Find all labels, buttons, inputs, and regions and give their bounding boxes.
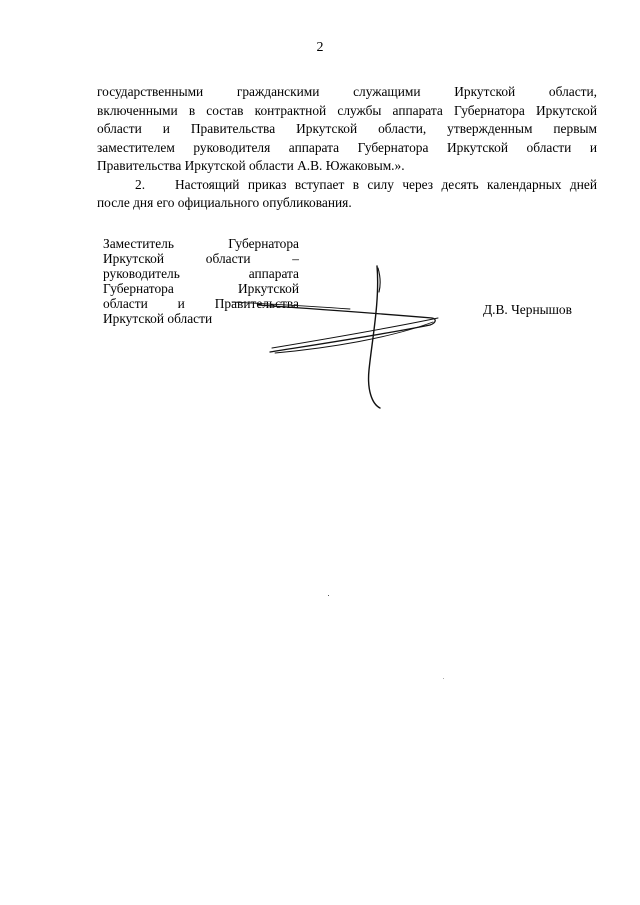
- signatory-position-line: Заместитель Губернатора: [103, 236, 299, 251]
- signatory-position-line: руководитель аппарата: [103, 266, 299, 281]
- paragraph-1-line: включенными в состав контрактной службы аппарата Губернатора Иркутской: [97, 102, 597, 118]
- paragraph-1-line: заместителем руководителя аппарата Губернатора Иркутской области и: [97, 139, 597, 155]
- page-number: 2: [316, 40, 324, 55]
- signatory-position: [103, 236, 299, 326]
- paragraph-1: [97, 83, 597, 176]
- paragraph-2-line: Настоящий приказ вступает в силу через десять календарных дней: [175, 176, 597, 192]
- signer-name: Д.В. Чернышов: [483, 302, 572, 317]
- signatory-position-line: Губернатора Иркутской: [103, 281, 299, 296]
- paragraph-2: [97, 176, 597, 213]
- paragraph-2-first-line: [97, 176, 597, 195]
- signatory-position-line: Иркутской области: [103, 311, 213, 326]
- paragraph-1-line: государственными гражданскими служащими Иркутской области,: [97, 84, 597, 99]
- document-body: [97, 83, 597, 213]
- paragraph-2-number: 2.: [135, 176, 146, 192]
- paragraph-2-line: после дня его официального опубликования.: [97, 195, 352, 210]
- paragraph-1-line: Правительства Иркутской области А.В. Южаковым.».: [97, 158, 405, 173]
- signatory-position-line: области и Правительства: [103, 296, 299, 311]
- paragraph-1-line: области и Правительства Иркутской области, утвержденным первым: [97, 121, 597, 136]
- signatory-position-line: Иркутской области –: [103, 251, 299, 266]
- scan-speck: [443, 678, 444, 679]
- scan-speck: [328, 595, 329, 596]
